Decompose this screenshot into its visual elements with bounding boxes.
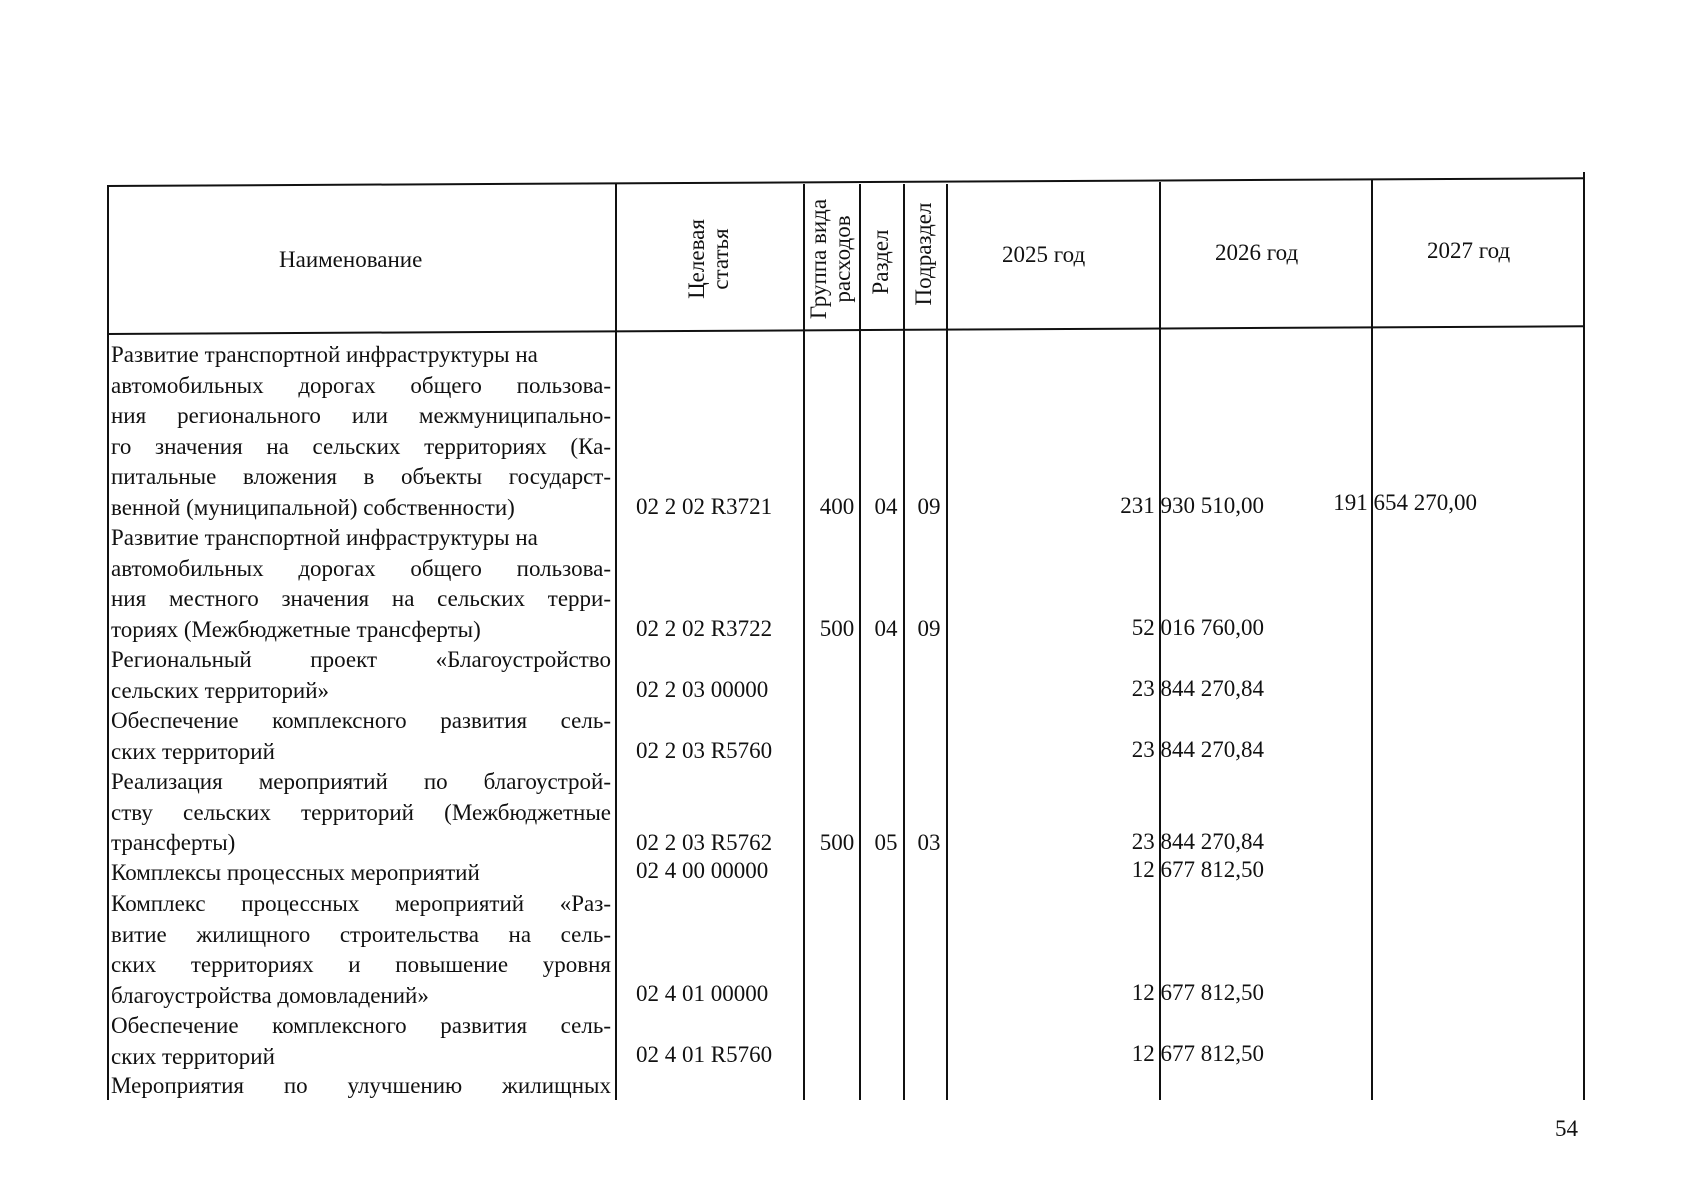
table-row-name: Региональный проект «Благоустройство сельских территорий»: [111, 647, 611, 703]
row-target-code: 02 4 01 R5760: [636, 1042, 773, 1067]
table-border-right: [1583, 172, 1585, 1100]
row-target-code: 02 2 03 R5760: [636, 738, 773, 763]
row-target-code: 02 4 00 00000: [636, 858, 769, 883]
column-divider: [615, 184, 617, 1100]
row-target-code: 02 2 03 R5762: [636, 830, 773, 855]
header-subsection: Подраздел: [911, 202, 936, 306]
header-expense-group: Группа вида расходов: [806, 198, 855, 320]
table-row-name: Комплексы процессных мероприятий: [111, 860, 480, 885]
header-name: Наименование: [279, 247, 423, 272]
table-row-name: Комплекс процессных мероприятий «Раз- витие жилищного строительства на сель- ских территориях и повышение уровня благоустройства домовладений»: [111, 891, 611, 1008]
row-target-code: 02 2 03 00000: [636, 677, 769, 702]
table-row-name: Развитие транспортной инфраструктуры на автомобильных дорогах общего пользова- ния местного значения на сельских терри- ториях (Межбюджетные трансферты): [111, 525, 611, 642]
row-subsection: 03: [917, 830, 941, 855]
row-target-code: 02 2 02 R3721: [636, 494, 773, 519]
row-expense-group: 500: [819, 616, 855, 641]
table-row-name: Мероприятия по улучшению жилищных: [111, 1073, 611, 1098]
header-year-2025: 2025 год: [1002, 242, 1086, 267]
column-divider: [1371, 180, 1373, 1100]
row-amount-2025: 23 844 270,84: [1131, 676, 1264, 701]
header-section: Раздел: [868, 229, 893, 295]
budget-table: [107, 180, 1583, 1100]
row-subsection: 09: [917, 616, 941, 641]
table-border-left: [107, 186, 109, 1100]
row-amount-2025: 52 016 760,00: [1131, 615, 1264, 640]
row-target-code: 02 4 01 00000: [636, 981, 769, 1006]
table-row-name: Реализация мероприятий по благоустрой- ству сельских территорий (Межбюджетные трансферты): [111, 769, 611, 855]
row-amount-2025: 12 677 812,50: [1131, 857, 1264, 882]
page-number: 54: [1555, 1116, 1578, 1141]
table-row-name: Обеспечение комплексного развития сель- ских территорий: [111, 1013, 611, 1069]
table-border-top: [107, 177, 1585, 186]
row-amount-2025: 12 677 812,50: [1131, 1041, 1264, 1066]
row-amount-2025: 23 844 270,84: [1131, 829, 1264, 854]
header-year-2026: 2026 год: [1215, 240, 1299, 265]
row-expense-group: 500: [819, 830, 855, 855]
row-section: 05: [874, 830, 898, 855]
row-amount-2025: 231 930 510,00: [1120, 493, 1264, 518]
column-divider: [803, 184, 805, 1100]
header-year-2027: 2027 год: [1427, 238, 1511, 263]
row-amount-2026: 191 654 270,00: [1333, 490, 1477, 515]
table-row-name: Обеспечение комплексного развития сель- ских территорий: [111, 708, 611, 764]
row-target-code: 02 2 02 R3722: [636, 616, 773, 641]
row-amount-2025: 23 844 270,84: [1131, 737, 1264, 762]
header-divider: [107, 325, 1585, 334]
header-target-article: Целевая статья: [684, 219, 733, 299]
row-amount-2025: 12 677 812,50: [1131, 980, 1264, 1005]
row-section: 04: [874, 494, 898, 519]
row-expense-group: 400: [819, 494, 855, 519]
row-subsection: 09: [917, 494, 941, 519]
table-row-name: Развитие транспортной инфраструктуры на автомобильных дорогах общего пользова- ния регионального или межмуниципально- го значения на сельских территориях (Ка- питальные вложения в объекты государст- венной (муниципальной) собственности): [111, 342, 611, 520]
row-section: 04: [874, 616, 898, 641]
